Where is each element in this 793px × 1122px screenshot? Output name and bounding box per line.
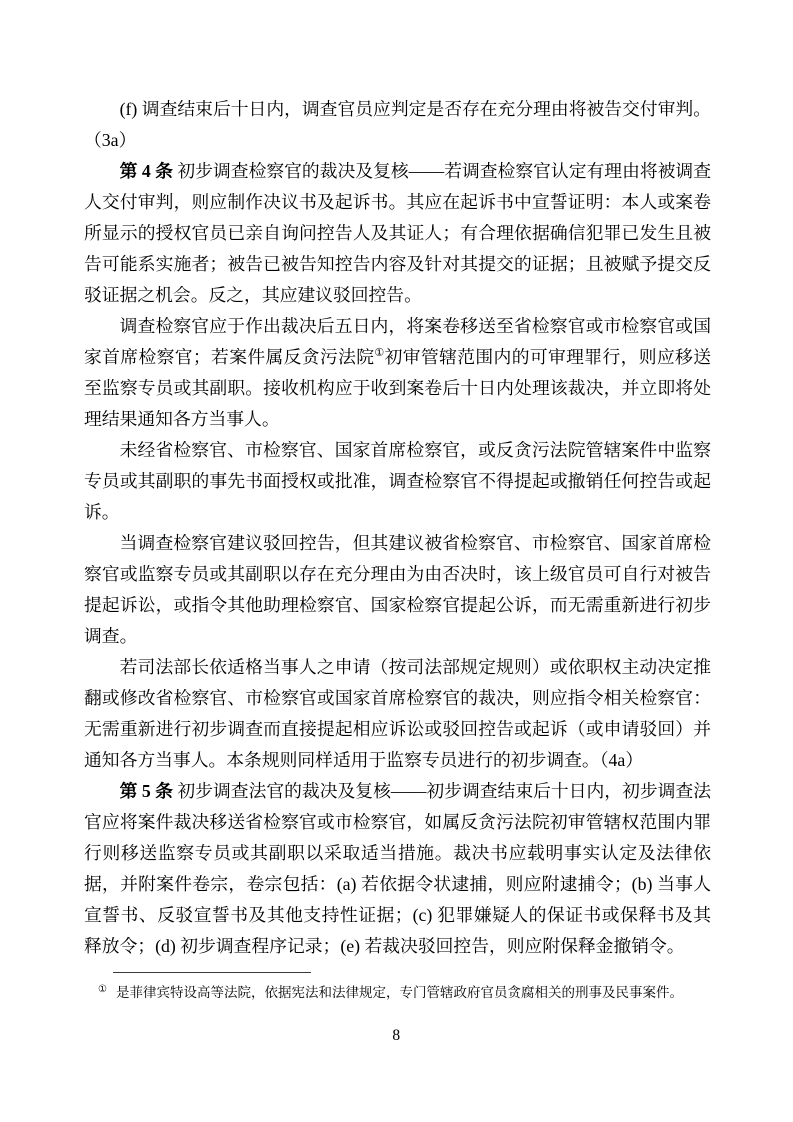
paragraph: 若司法部长依适格当事人之申请（按司法部规定规则）或依职权主动决定推翻或修改省检察官、市检察官或国家首席检察官的裁决，则应指令相关检察官：无需重新进行初步调查而直接提起相应诉讼或驳回控告或起诉（或申请驳回）并通知各方当事人。本条规则同样适用于监察专员进行的初步调查。（4a） xyxy=(84,657,711,770)
paragraph: 第 4 条 初步调查检察官的裁决及复核——若调查检察官认定有理由将被调查人交付审判，则应制作决议书及起诉书。其应在起诉书中宣誓证明：本人或案卷所显示的授权官员已亲自询问控告人及其证人；有合理依据确信犯罪已发生且被告可能系实施者；被告已被告知控告内容及针对其提交的证据；且被赋予提交反驳证据之机会。反之，其应建议驳回控告。 xyxy=(84,161,711,305)
footnote-text: 是菲律宾特设高等法院，依据宪法和法律规定，专门管辖政府官员贪腐相关的刑事及民事案件。 xyxy=(115,985,683,1000)
document-body xyxy=(84,94,711,962)
footnote-marker: ① xyxy=(98,983,107,995)
footnote xyxy=(84,983,711,1003)
page-number: 8 xyxy=(392,1027,401,1044)
paragraph: 未经省检察官、市检察官、国家首席检察官，或反贪污法院管辖案件中监察专员或其副职的事先书面授权或批准，调查检察官不得提起或撤销任何控告或起诉。 xyxy=(84,440,711,522)
paragraph: 第 5 条 初步调查法官的裁决及复核——初步调查结束后十日内，初步调查法官应将案件裁决移送省检察官或市检察官，如属反贪污法院初审管辖权范围内罪行则移送监察专员或其副职以采取适当措施。裁决书应载明事实认定及法律依据，并附案件卷宗，卷宗包括：(a) 若依据令状逮捕，则应附逮捕令；(b) 当事人宣誓书、反驳宣誓书及其他支持性证据；(c) 犯罪嫌疑人的保证书或保释书及其释放令；(d) 初步调查程序记录；(e) 若裁决驳回控告，则应附保释金撤销令。 xyxy=(84,781,711,956)
paragraph: 调查检察官应于作出裁决后五日内，将案卷移送至省检察官或市检察官或国家首席检察官；若案件属反贪污法院①初审管辖范围内的可审理罪行，则应移送至监察专员或其副职。接收机构应于收到案卷后十日内处理该裁决，并立即将处理结果通知各方当事人。 xyxy=(84,316,711,429)
footnote-separator xyxy=(113,972,311,973)
paragraph: 当调查检察官建议驳回控告，但其建议被省检察官、市检察官、国家首席检察官或监察专员或其副职以存在充分理由为由否决时，该上级官员可自行对被告提起诉讼，或指令其他助理检察官、国家检察官提起公诉，而无需重新进行初步调查。 xyxy=(84,533,711,646)
paragraph: (f) 调查结束后十日内，调查官员应判定是否存在充分理由将被告交付审判。（3a） xyxy=(84,99,711,150)
footnote-area xyxy=(84,972,711,1003)
footnote-ref: ① xyxy=(374,347,385,360)
